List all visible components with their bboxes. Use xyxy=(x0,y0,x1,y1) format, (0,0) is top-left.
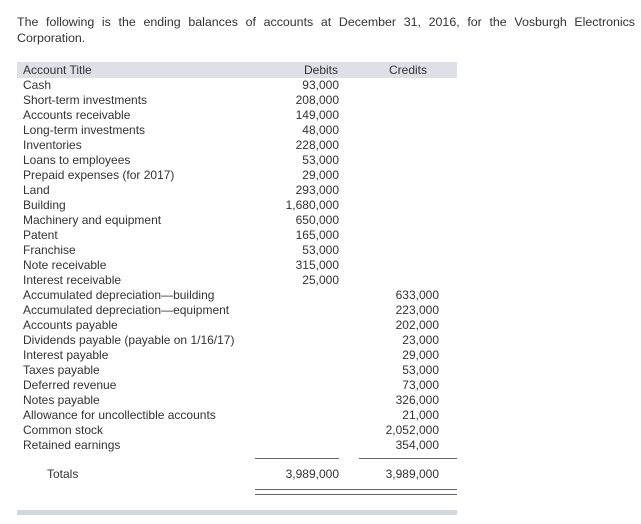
account-title-cell: Accumulated depreciation—building xyxy=(23,288,215,302)
credit-cell xyxy=(339,153,457,168)
debit-cell xyxy=(255,438,339,453)
account-title-cell: Short-term investments xyxy=(23,93,148,107)
credit-cell xyxy=(339,93,457,108)
account-title-cell: Accounts payable xyxy=(23,318,118,332)
account-title-cell: Deferred revenue xyxy=(23,378,117,392)
totals-double-rule-1 xyxy=(255,489,457,490)
account-title-cell: Cash xyxy=(23,78,52,92)
totals-double-rule-2 xyxy=(255,494,457,495)
totals-top-rule-debits xyxy=(255,458,339,459)
credit-cell xyxy=(339,183,457,198)
credit-cell xyxy=(339,108,457,123)
table-row xyxy=(17,318,457,333)
table-row xyxy=(17,183,457,198)
totals-label: Totals xyxy=(47,467,79,481)
table-header xyxy=(17,62,457,78)
table-row xyxy=(17,363,457,378)
totals-row xyxy=(17,466,457,482)
credit-cell: 23,000 xyxy=(402,333,439,347)
table-row xyxy=(17,213,457,228)
account-title-cell: Dividends payable (payable on 1/16/17) xyxy=(23,333,235,347)
account-title-cell: Retained earnings xyxy=(23,438,121,452)
credit-cell xyxy=(339,243,457,258)
table-row xyxy=(17,273,457,288)
credit-cell: 202,000 xyxy=(395,318,439,332)
totals-debits: 3,989,000 xyxy=(285,467,339,481)
table-row xyxy=(17,153,457,168)
debit-cell xyxy=(255,303,339,318)
debit-cell: 25,000 xyxy=(302,273,339,287)
table-body xyxy=(17,78,457,453)
debit-cell: 165,000 xyxy=(295,228,339,242)
account-title-cell: Long-term investments xyxy=(23,123,146,137)
account-title-cell: Note receivable xyxy=(23,258,107,272)
credit-cell: 354,000 xyxy=(395,438,439,452)
debit-cell: 228,000 xyxy=(295,138,339,152)
table-row xyxy=(17,303,457,318)
account-title-cell: Taxes payable xyxy=(23,363,100,377)
debit-cell: 293,000 xyxy=(295,183,339,197)
credit-cell: 326,000 xyxy=(395,393,439,407)
account-title-cell: Prepaid expenses (for 2017) xyxy=(23,168,175,182)
debit-cell: 53,000 xyxy=(302,153,339,167)
debit-cell xyxy=(255,408,339,423)
credit-cell xyxy=(339,198,457,213)
totals-top-rule-credits xyxy=(359,458,457,459)
account-title-cell: Notes payable xyxy=(23,393,100,407)
account-title-cell: Land xyxy=(23,183,50,197)
debit-cell xyxy=(255,288,339,303)
table-row xyxy=(17,93,457,108)
credit-cell: 53,000 xyxy=(402,363,439,377)
credit-cell: 21,000 xyxy=(402,408,439,422)
table-row xyxy=(17,243,457,258)
table-row xyxy=(17,78,457,93)
account-title-cell: Patent xyxy=(23,228,58,242)
credit-cell: 29,000 xyxy=(402,348,439,362)
debit-cell: 208,000 xyxy=(295,93,339,107)
debit-cell xyxy=(255,378,339,393)
debit-cell: 48,000 xyxy=(302,123,339,137)
trial-balance-table xyxy=(17,62,457,481)
account-title-cell: Loans to employees xyxy=(23,153,131,167)
debit-cell xyxy=(255,393,339,408)
debit-cell xyxy=(255,333,339,348)
table-row xyxy=(17,333,457,348)
table-row xyxy=(17,138,457,153)
table-row xyxy=(17,198,457,213)
credit-cell xyxy=(339,78,457,93)
debit-cell: 53,000 xyxy=(302,243,339,257)
debit-cell: 650,000 xyxy=(295,213,339,227)
account-title-cell: Accumulated depreciation—equipment xyxy=(23,303,230,317)
credit-cell xyxy=(339,138,457,153)
credit-cell: 633,000 xyxy=(395,288,439,302)
debit-cell: 315,000 xyxy=(295,258,339,272)
table-row xyxy=(17,348,457,363)
account-title-cell: Building xyxy=(23,198,66,212)
debit-cell: 1,680,000 xyxy=(285,198,339,212)
header-credits: Credits xyxy=(388,63,427,77)
credit-cell xyxy=(339,273,457,288)
account-title-cell: Interest payable xyxy=(23,348,109,362)
account-title-cell: Accounts receivable xyxy=(23,108,131,122)
debit-cell xyxy=(255,423,339,438)
debit-cell: 29,000 xyxy=(302,168,339,182)
debit-cell: 93,000 xyxy=(302,78,339,92)
debit-cell: 149,000 xyxy=(295,108,339,122)
table-row xyxy=(17,378,457,393)
account-title-cell: Common stock xyxy=(23,423,104,437)
table-row xyxy=(17,123,457,138)
credit-cell: 73,000 xyxy=(402,378,439,392)
table-row xyxy=(17,228,457,243)
table-row xyxy=(17,393,457,408)
debit-cell xyxy=(255,348,339,363)
account-title-cell: Interest receivable xyxy=(23,273,122,287)
credit-cell xyxy=(339,258,457,273)
account-title-cell: Inventories xyxy=(23,138,82,152)
account-title-cell: Franchise xyxy=(23,243,76,257)
table-row xyxy=(17,288,457,303)
intro-paragraph: The following is the ending balances of accounts at December 31, 2016, for the Vosburgh Electronics Corporation. xyxy=(17,15,635,45)
table-row xyxy=(17,168,457,183)
credit-cell: 2,052,000 xyxy=(385,423,439,437)
account-title-cell: Machinery and equipment xyxy=(23,213,162,227)
table-row xyxy=(17,258,457,273)
header-account-title: Account Title xyxy=(23,63,92,77)
table-row xyxy=(17,408,457,423)
header-debits: Debits xyxy=(303,63,338,77)
credit-cell: 223,000 xyxy=(395,303,439,317)
table-footer-bar xyxy=(17,510,457,515)
credit-cell xyxy=(339,228,457,243)
table-row xyxy=(17,423,457,438)
table-row xyxy=(17,438,457,453)
debit-cell xyxy=(255,318,339,333)
credit-cell xyxy=(339,168,457,183)
table-row xyxy=(17,108,457,123)
credit-cell xyxy=(339,123,457,138)
totals-credits: 3,989,000 xyxy=(385,467,439,481)
debit-cell xyxy=(255,363,339,378)
account-title-cell: Allowance for uncollectible accounts xyxy=(23,408,216,422)
credit-cell xyxy=(339,213,457,228)
